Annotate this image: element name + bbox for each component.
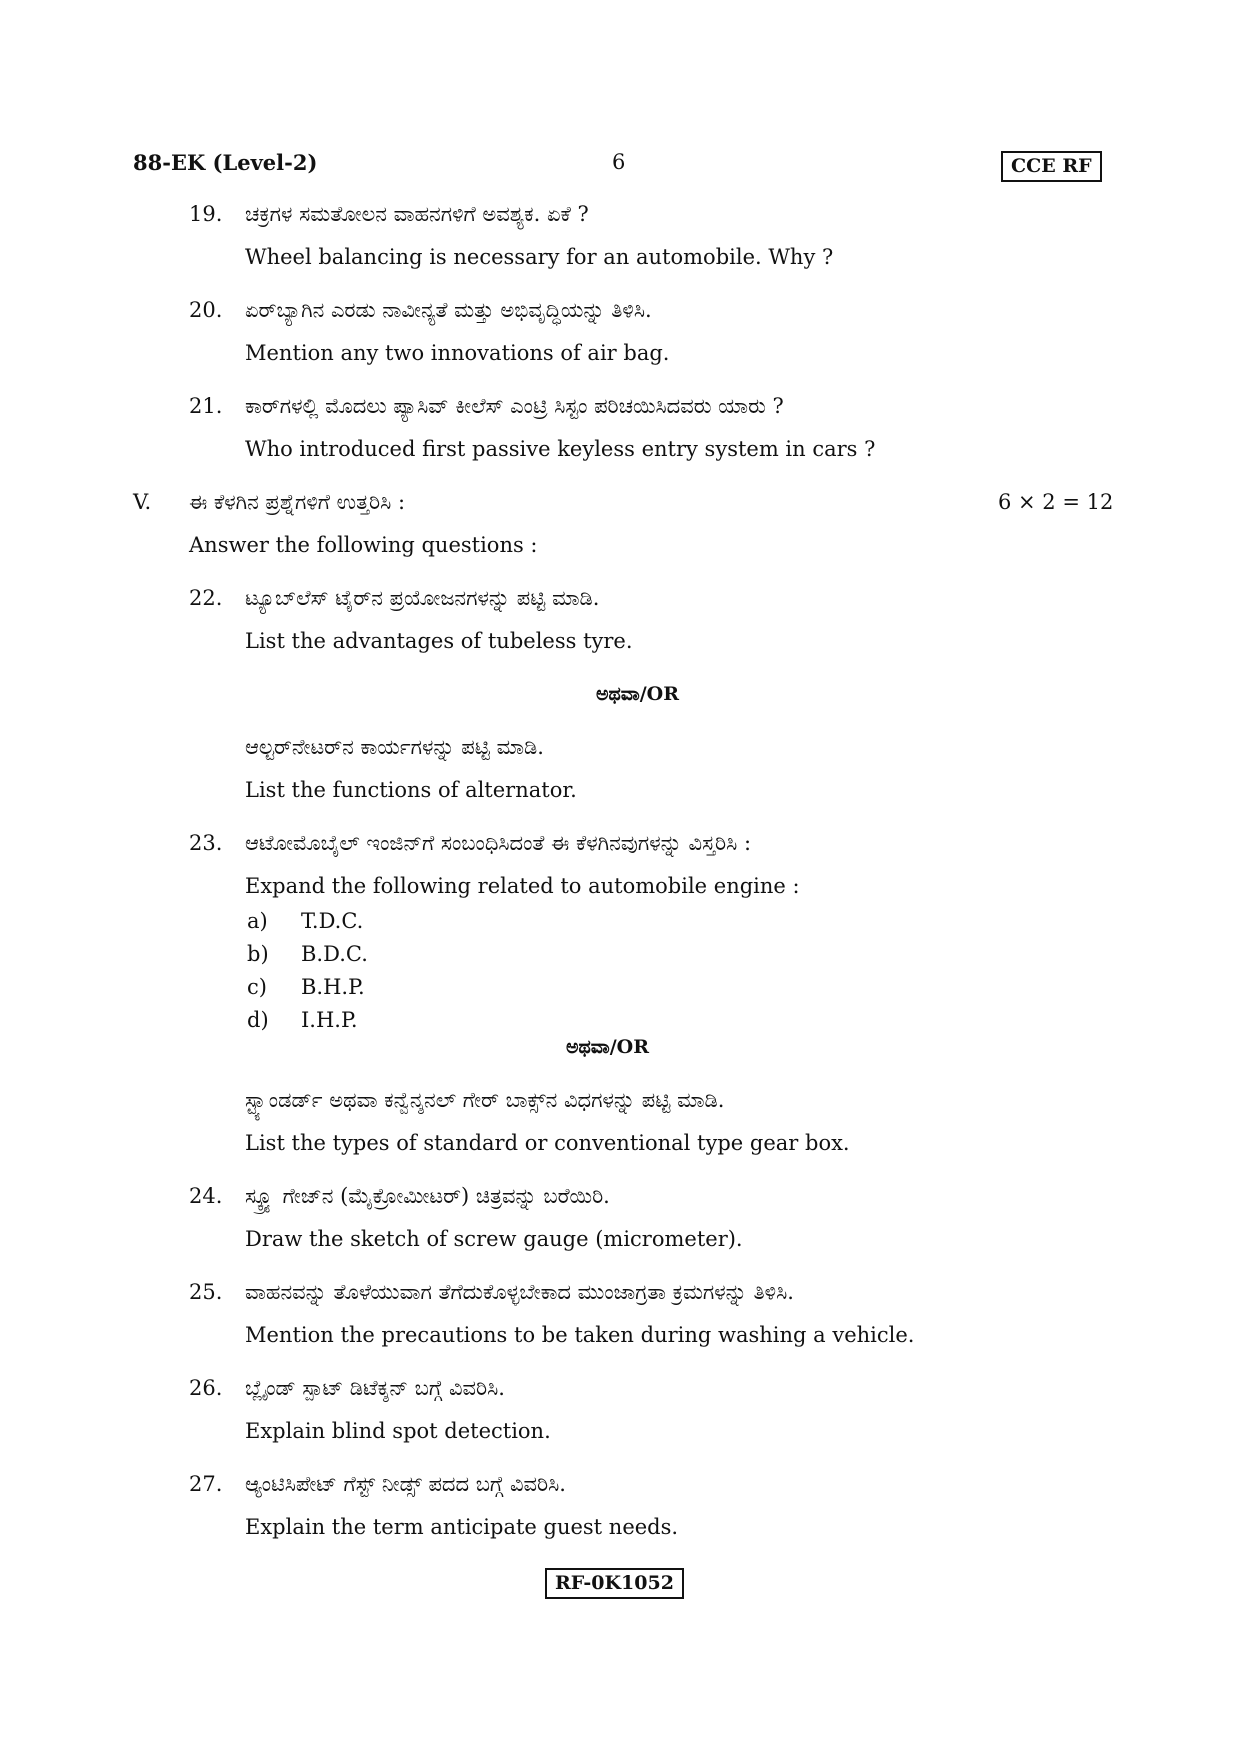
question-24-kannada: ಸ್ಕ್ರ್ಯೂ ಗೇಜ್‌ನ (ಮೈಕ್ರೋಮೀಟರ್) ಚಿತ್ರವನ್ನು ಬರೆಯಿರಿ.	[245, 1184, 610, 1208]
list-item-text: B.H.P.	[301, 975, 365, 999]
question-26-kannada: ಬ್ಲೈಂಡ್ ಸ್ಪಾಟ್ ಡಿಟೆಕ್ಶನ್ ಬಗ್ಗೆ ವಿವರಿಸಿ.	[245, 1376, 505, 1400]
question-21-kannada: ಕಾರ್‌ಗಳಲ್ಲಿ ಮೊದಲು ಪ್ಯಾಸಿವ್ ಕೀಲೆಸ್ ಎಂಟ್ರಿ ಸಿಸ್ಟಂ ಪರಿಚಯಿಸಿದವರು ಯಾರು ?	[245, 394, 784, 418]
question-19-kannada: ಚಕ್ರಗಳ ಸಮತೋಲನ ವಾಹನಗಳಿಗೆ ಅವಶ್ಯಕ. ಏಕೆ ?	[245, 202, 589, 226]
list-item-text: I.H.P.	[301, 1008, 358, 1032]
question-22-alt-english: List the functions of alternator.	[245, 778, 577, 802]
list-item-label: d)	[247, 1008, 269, 1032]
question-20-kannada: ಏರ್‌ಬ್ಯಾಗಿನ ಎರಡು ನಾವೀನ್ಯತೆ ಮತ್ತು ಅಭಿವೃದ್ಧಿಯನ್ನು ತಿಳಿಸಿ.	[245, 298, 652, 322]
question-22-kannada: ಟ್ಯೂಬ್‌ಲೆಸ್ ಟೈರ್‌ನ ಪ್ರಯೋಜನಗಳನ್ನು ಪಟ್ಟಿ ಮಾಡಿ.	[245, 586, 600, 610]
or-separator: ಅಥವಾ/OR	[596, 683, 679, 705]
question-23-kannada: ಆಟೋಮೊಬೈಲ್ ಇಂಜಿನ್‌ಗೆ ಸಂಬಂಧಿಸಿದಂತೆ ಈ ಕೆಳಗಿನವುಗಳನ್ನು ವಿಸ್ತರಿಸಿ :	[245, 831, 752, 855]
question-number-26: 26.	[189, 1376, 223, 1400]
list-item-text: T.D.C.	[301, 909, 364, 933]
footer-code-box: RF-0K1052	[545, 1568, 684, 1599]
question-23-alt-english: List the types of standard or conventional type gear box.	[245, 1131, 850, 1155]
or-separator: ಅಥವಾ/OR	[566, 1036, 649, 1058]
question-number-27: 27.	[189, 1472, 223, 1496]
question-21-english: Who introduced first passive keyless entry system in cars ?	[245, 437, 876, 461]
question-19-english: Wheel balancing is necessary for an automobile. Why ?	[245, 245, 834, 269]
list-item-label: a)	[247, 909, 268, 933]
question-22-english: List the advantages of tubeless tyre.	[245, 629, 633, 653]
question-26-english: Explain blind spot detection.	[245, 1419, 551, 1443]
question-23-alt-kannada: ಸ್ಟ್ಯಾಂಡರ್ಡ್ ಅಥವಾ ಕನ್ವೆನ್ಶನಲ್ ಗೇರ್ ಬಾಕ್ಸ್‌ನ ವಿಧಗಳನ್ನು ಪಟ್ಟಿ ಮಾಡಿ.	[245, 1088, 725, 1112]
list-item-label: c)	[247, 975, 267, 999]
question-number-22: 22.	[189, 586, 223, 610]
question-number-24: 24.	[189, 1184, 223, 1208]
question-number-23: 23.	[189, 831, 223, 855]
question-number-25: 25.	[189, 1280, 223, 1304]
question-22-alt-kannada: ಆಲ್ಟರ್‌ನೇಟರ್‌ನ ಕಾರ್ಯಗಳನ್ನು ಪಟ್ಟಿ ಮಾಡಿ.	[245, 735, 544, 759]
question-number-19: 19.	[189, 202, 223, 226]
question-27-english: Explain the term anticipate guest needs.	[245, 1515, 679, 1539]
question-25-kannada: ವಾಹನವನ್ನು ತೊಳೆಯುವಾಗ ತೆಗೆದುಕೊಳ್ಳಬೇಕಾದ ಮುಂಜಾಗ್ರತಾ ಕ್ರಮಗಳನ್ನು ತಿಳಿಸಿ.	[245, 1280, 794, 1304]
question-number-21: 21.	[189, 394, 223, 418]
paper-code: 88-EK (Level-2)	[133, 150, 318, 175]
question-number-20: 20.	[189, 298, 223, 322]
question-24-english: Draw the sketch of screw gauge (micrometer).	[245, 1227, 743, 1251]
question-25-english: Mention the precautions to be taken during washing a vehicle.	[245, 1323, 915, 1347]
question-20-english: Mention any two innovations of air bag.	[245, 341, 670, 365]
section-v-kannada: ಈ ಕೆಳಗಿನ ಪ್ರಶ್ನೆಗಳಿಗೆ ಉತ್ತರಿಸಿ :	[189, 490, 406, 514]
question-27-kannada: ಆ್ಯಂಟಿಸಿಪೇಟ್ ಗೆಸ್ಟ್ ನೀಡ್ಸ್ ಪದದ ಬಗ್ಗೆ ವಿವರಿಸಿ.	[245, 1472, 566, 1496]
section-v-marks: 6 × 2 = 12	[998, 490, 1114, 514]
list-item-text: B.D.C.	[301, 942, 368, 966]
list-item-label: b)	[247, 942, 269, 966]
section-label: V.	[133, 490, 152, 514]
paper-tag-box: CCE RF	[1001, 151, 1102, 182]
page-number: 6	[612, 150, 626, 174]
section-v-english: Answer the following questions :	[189, 533, 538, 557]
question-23-english: Expand the following related to automobile engine :	[245, 874, 800, 898]
